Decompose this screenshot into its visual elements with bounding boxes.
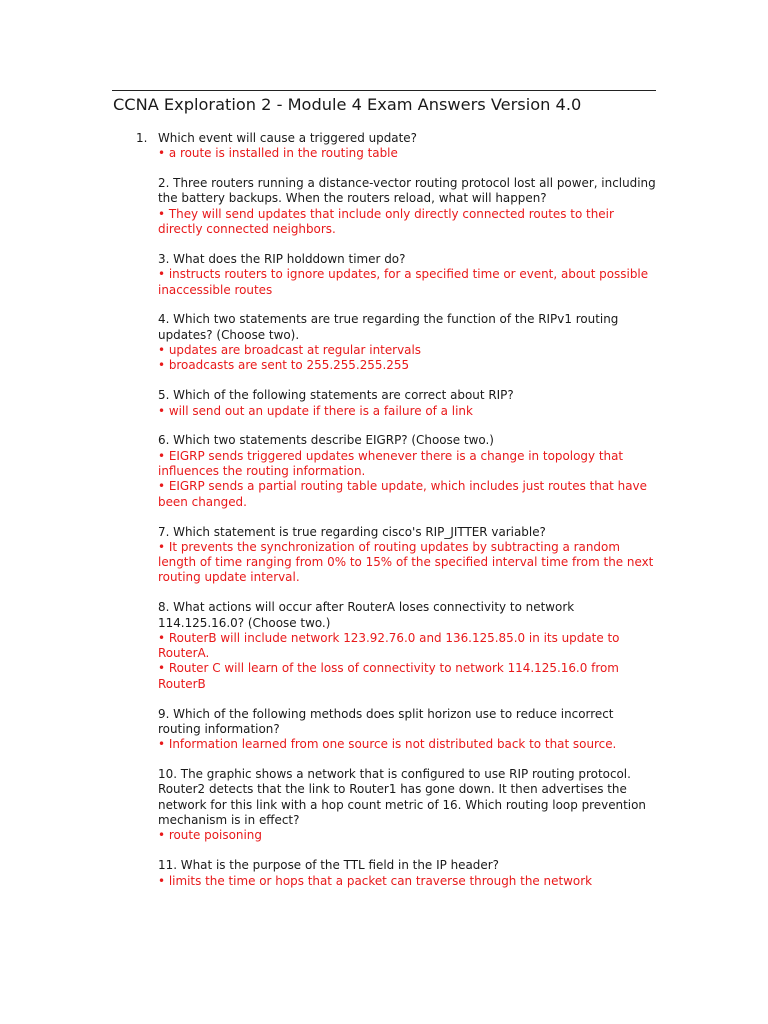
answer-text: • It prevents the synchronization of routing updates by subtracting a random length of time ranging from 0% to 15% of the specified interval time from the next routing update interval. — [158, 539, 654, 585]
question-11 — [158, 858, 658, 889]
question-text: 3. What does the RIP holddown timer do? — [158, 251, 406, 266]
question-text: 4. Which two statements are true regarding the function of the RIPv1 routing updates? (Choose two). — [158, 312, 619, 342]
answer-text: • EIGRP sends a partial routing table update, which includes just routes that have been changed. — [158, 479, 647, 509]
question-text: 6. Which two statements describe EIGRP? (Choose two.) — [158, 433, 494, 448]
question-7 — [158, 525, 658, 586]
answer-text: • They will send updates that include only directly connected routes to their directly connected neighbors. — [158, 206, 614, 237]
question-8 — [158, 600, 658, 692]
title-rule — [112, 90, 656, 91]
question-text: 11. What is the purpose of the TTL field in the IP header? — [158, 858, 499, 873]
answer-text: • Router C will learn of the loss of connectivity to network 114.125.16.0 from RouterB — [158, 661, 619, 691]
document-title: CCNA Exploration 2 - Module 4 Exam Answers Version 4.0 — [113, 95, 582, 114]
question-6 — [158, 433, 658, 509]
answer-text: • instructs routers to ignore updates, for a specified time or event, about possible inaccessible routes — [158, 267, 649, 297]
answer-text: • broadcasts are sent to 255.255.255.255 — [158, 358, 410, 373]
question-10 — [158, 767, 658, 843]
answer-text: • RouterB will include network 123.92.76.0 and 136.125.85.0 in its update to RouterA. — [158, 630, 620, 661]
answer-text: • Information learned from one source is not distributed back to that source. — [158, 737, 617, 752]
question-9 — [158, 707, 658, 753]
question-4 — [158, 312, 658, 373]
answer-text: • will send out an update if there is a failure of a link — [158, 403, 473, 418]
question-3 — [158, 252, 658, 298]
question-2 — [158, 176, 658, 237]
question-list — [136, 131, 658, 903]
answer-text: • EIGRP sends triggered updates whenever there is a change in topology that influences the routing information. — [158, 448, 624, 479]
question-text: 7. Which statement is true regarding cisco's RIP_JITTER variable? — [158, 524, 546, 539]
question-text: 5. Which of the following statements are correct about RIP? — [158, 388, 514, 403]
question-text: 8. What actions will occur after RouterA loses connectivity to network 114.125.16.0? (Choose two.) — [158, 600, 575, 630]
question-number: 1. — [136, 131, 148, 145]
question-text: 10. The graphic shows a network that is configured to use RIP routing protocol. Router2 detects that the link to Router1 has gone down. It then advertises the network for this link with a hop count metric of 16. Which routing loop prevention mechanism is in effect? — [158, 767, 646, 828]
answer-text: • updates are broadcast at regular intervals — [158, 343, 421, 358]
answer-text: • route poisoning — [158, 828, 262, 843]
answer-text: • limits the time or hops that a packet can traverse through the network — [158, 873, 593, 888]
question-text: 9. Which of the following methods does split horizon use to reduce incorrect routing information? — [158, 706, 614, 736]
question-text: 2. Three routers running a distance-vector routing protocol lost all power, including the battery backups. When the routers reload, what will happen? — [158, 176, 656, 206]
question-1 — [136, 131, 658, 162]
question-5 — [158, 388, 658, 419]
answer-text: • a route is installed in the routing table — [158, 146, 398, 161]
question-text: Which event will cause a triggered update? — [158, 131, 417, 145]
